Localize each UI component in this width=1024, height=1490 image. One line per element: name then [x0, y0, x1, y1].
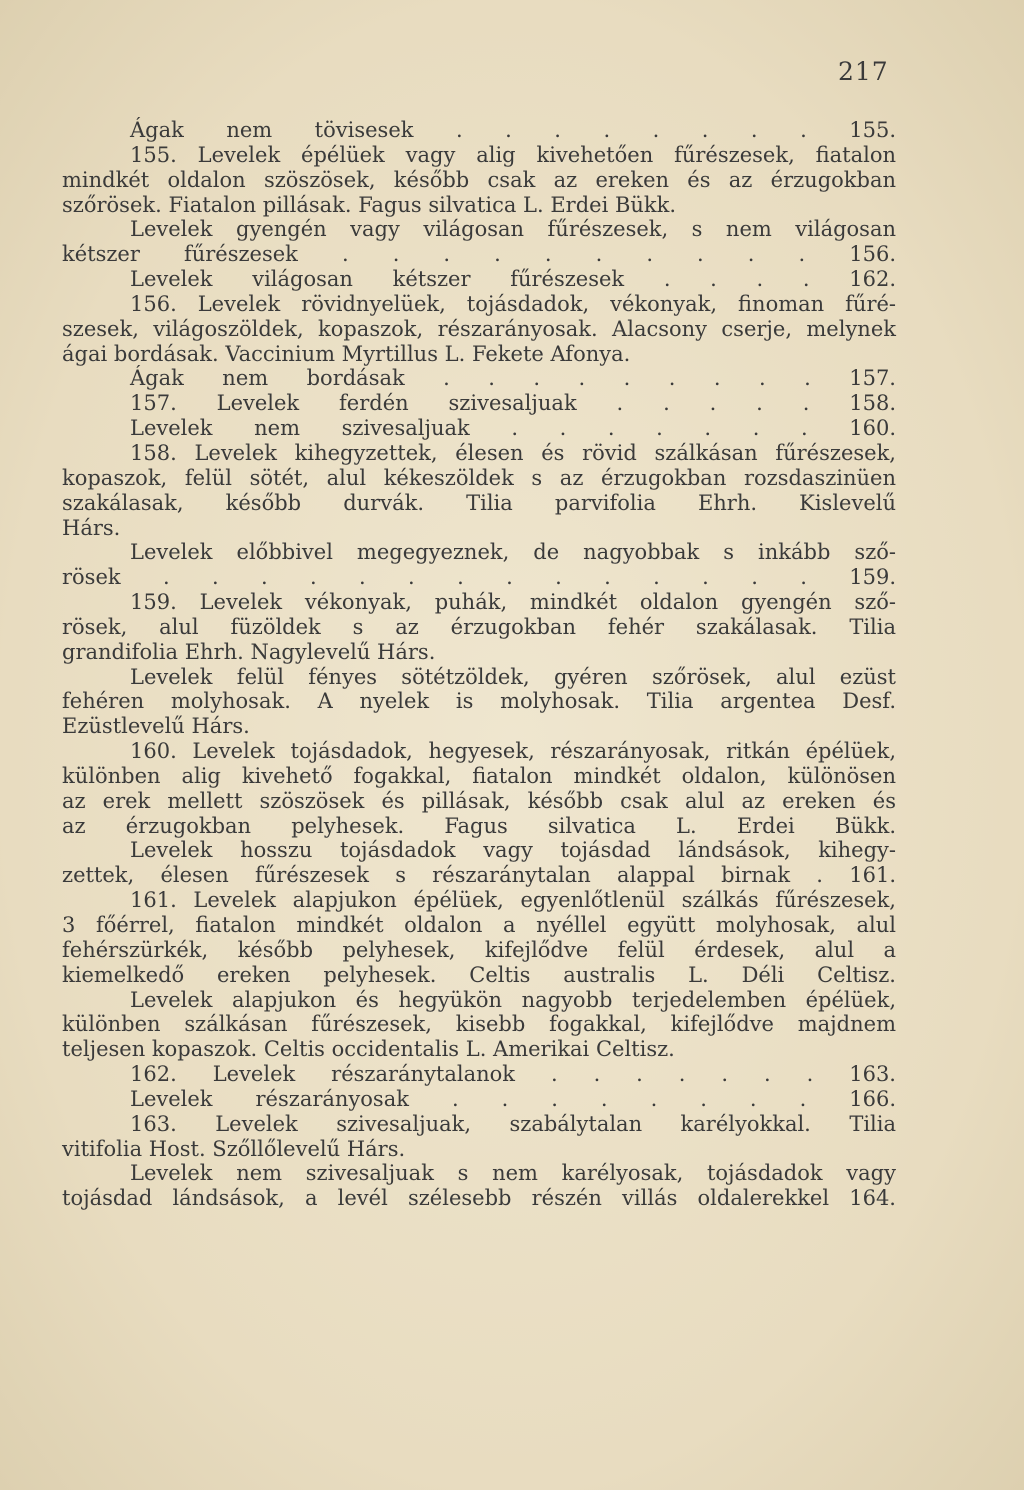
text-line: fehérszürkék, később pelyhesek, kifejlődve felül érdesek, alul a — [62, 937, 896, 962]
text-line: zettek, élesen fűrészesek s részaránytalan alappal birnak . 161. — [62, 863, 896, 888]
text-line: kiemelkedő ereken pelyhesek. Celtis australis L. Déli Celtisz. — [62, 962, 896, 987]
text-line: 3 főérrel, fiatalon mindkét oldalon a nyéllel együtt molyhosak, alul — [62, 913, 896, 937]
text-line: különben alig kivehető fogakkal, fiatalon mindkét oldalon, különösen — [62, 763, 896, 788]
text-line: Levelek felül fényes sötétzöldek, gyéren szőrösek, alul ezüst — [130, 664, 896, 689]
text-line: Levelek gyengén vagy világosan fűrészesek, s nem világosan — [130, 217, 896, 242]
text-line: 157. Levelek ferdén szivesaljuak . . . . . 158. — [130, 391, 896, 416]
text-line: 159. Levelek vékonyak, puhák, mindkét oldalon gyengén sző- — [130, 590, 896, 615]
text-line: Levelek alapjukon és hegyükön nagyobb terjedelemben épélüek, — [130, 987, 896, 1012]
text-line: szesek, világoszöldek, kopaszok, részarányosak. Alacsony cserje, melynek — [62, 316, 896, 341]
text-line: Ágak nem tövisesek . . . . . . . . 155. — [130, 118, 896, 142]
text-line: rösek, alul füzöldek s az érzugokban fehér szakálasak. Tilia — [62, 614, 896, 639]
page-number: 217 — [838, 57, 889, 86]
text-line: 156. Levelek rövidnyelüek, tojásdadok, vékonyak, finoman fűré- — [130, 291, 896, 316]
text-line: Levelek hosszu tojásdadok vagy tojásdad lándsások, kihegy- — [130, 838, 896, 863]
text-line: Ágak nem bordásak . . . . . . . . . 157. — [130, 366, 896, 391]
text-line: Levelek előbbivel megegyeznek, de nagyobbak s inkább sző- — [130, 540, 896, 565]
text-line: mindkét oldalon szöszösek, később csak az ereken és az érzugokban — [62, 167, 896, 192]
text-line: grandifolia Ehrh. Nagylevelű Hárs. — [62, 639, 436, 664]
text-line: Levelek világosan kétszer fűrészesek . . . . 162. — [130, 267, 896, 292]
text-line: fehéren molyhosak. A nyelek is molyhosak. Tilia argentea Desf. — [62, 689, 896, 714]
text-line: kopaszok, felül sötét, alul kékeszöldek s az érzugokban rozsdaszinüen — [62, 465, 896, 490]
text-line: különben szálkásan fűrészesek, kisebb fogakkal, kifejlődve majdnem — [62, 1012, 896, 1037]
text-line: az érzugokban pelyhesek. Fagus silvatica L. Erdei Bükk. — [62, 813, 896, 838]
text-line: 160. Levelek tojásdadok, hegyesek, részarányosak, ritkán épélüek, — [130, 739, 896, 764]
text-line: Levelek részarányosak . . . . . . . . 166. — [130, 1086, 896, 1111]
text-body — [62, 118, 896, 1211]
text-line: tojásdad lándsások, a levél szélesebb részén villás oldalerekkel 164. — [62, 1186, 896, 1211]
text-line: Ezüstlevelű Hárs. — [62, 714, 250, 739]
text-line: 161. Levelek alapjukon épélüek, egyenlőtlenül szálkás fűrészesek, — [130, 888, 896, 913]
text-line: vitifolia Host. Szőllőlevelű Hárs. — [62, 1136, 406, 1161]
text-line: teljesen kopaszok. Celtis occidentalis L. Amerikai Celtisz. — [62, 1037, 675, 1062]
text-line: Levelek nem szivesaljuak s nem karélyosak, tojásdadok vagy — [130, 1161, 896, 1186]
text-line: Levelek nem szivesaljuak . . . . . . . 160. — [130, 416, 896, 441]
text-line: szőrösek. Fiatalon pillásak. Fagus silvatica L. Erdei Bükk. — [62, 192, 677, 217]
text-line: rösek . . . . . . . . . . . . . . 159. — [62, 565, 896, 590]
text-line: 163. Levelek szivesaljuak, szabálytalan karélyokkal. Tilia — [130, 1111, 896, 1136]
text-line: Hárs. — [62, 515, 121, 540]
text-line: szakálasak, később durvák. Tilia parvifolia Ehrh. Kislevelű — [62, 490, 896, 515]
text-line: 155. Levelek épélüek vagy alig kivehetően fűrészesek, fiatalon — [130, 142, 896, 167]
text-line: kétszer fűrészesek . . . . . . . . . . 156. — [62, 242, 896, 267]
text-line: 158. Levelek kihegyzettek, élesen és rövid szálkásan fűrészesek, — [130, 440, 896, 465]
text-line: ágai bordásak. Vaccinium Myrtillus L. Fekete Afonya. — [62, 341, 631, 366]
text-line: az erek mellett szöszösek és pillásak, később csak alul az ereken és — [62, 788, 896, 813]
text-line: 162. Levelek részaránytalanok . . . . . . . 163. — [130, 1062, 896, 1087]
